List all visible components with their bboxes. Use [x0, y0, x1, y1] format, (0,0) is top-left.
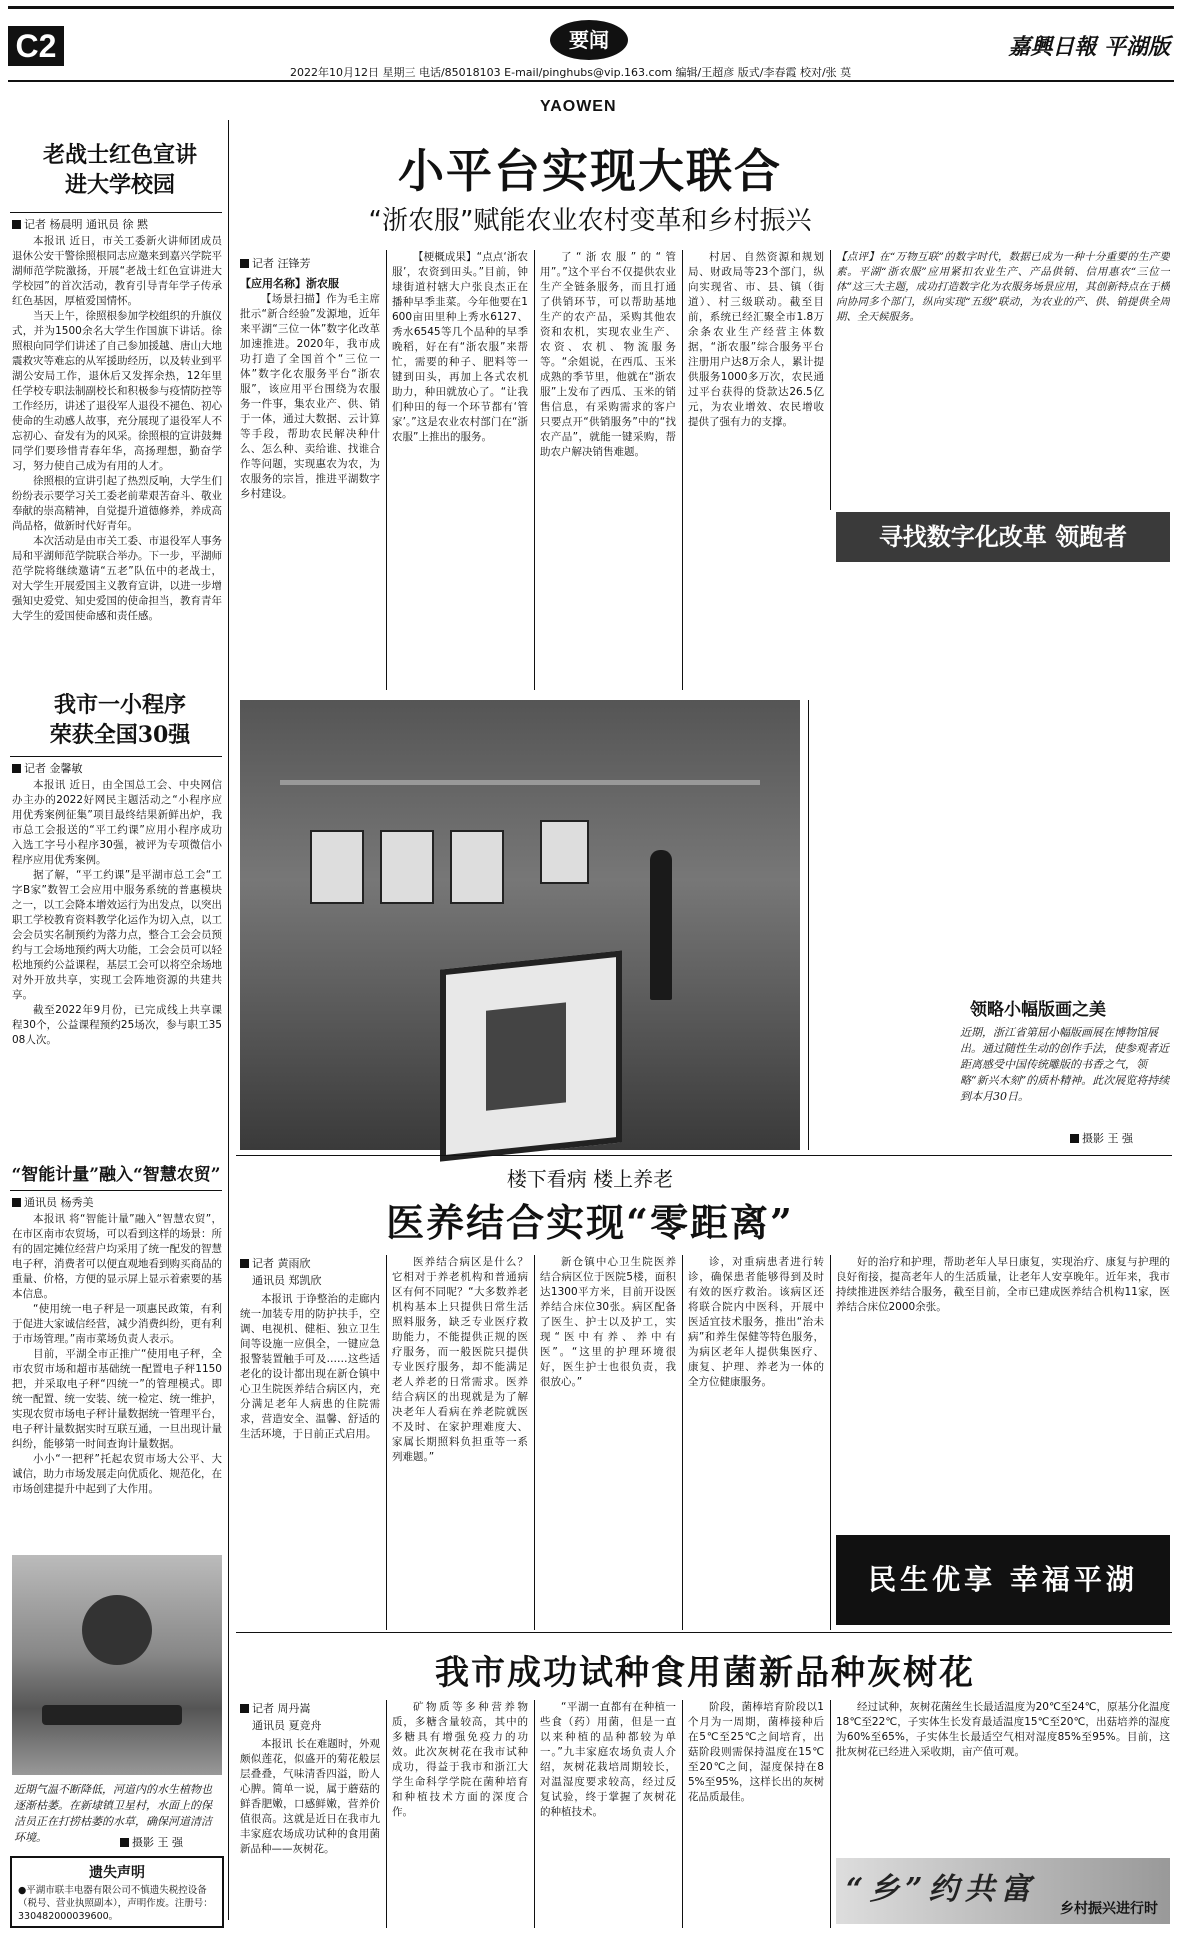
- print-frame-icon: [380, 830, 434, 904]
- top-rule: [8, 6, 1174, 9]
- paragraph: 新仓镇中心卫生院医养结合病区位于医院5楼，面积达1300平方米，目前开设医养结合床位30张。病区配备了医生、护士以及护工，实现“医中有养、养中有医”。“这里的护理环境很好，医生护士也很负责，我很放心。”: [540, 1256, 676, 1388]
- river-cleanup-photo: [12, 1555, 222, 1775]
- left-photo-caption: 近期气温不断降低，河道内的水生植物也逐渐枯萎。在新埭镇卫星村，水面上的保洁员正在打捞枯萎的水草，确保河道清洁环境。: [14, 1783, 212, 1844]
- byline-text: 通讯员 夏竞舟: [252, 1719, 322, 1732]
- paragraph: 本报讯 近日，市关工委新火讲师团成员退休公安干警徐照根同志应邀来到嘉兴学院平湖师范学院激扬，开展“老战士红色宣讲进大学校园”的首次活动，教育引导青年学子传承红色基因，厚植爱国情怀。: [12, 235, 222, 307]
- mushroom-col-5: [836, 1700, 1170, 1850]
- lead-col-4: [688, 250, 824, 687]
- lost-notice-box: [10, 1856, 224, 1928]
- lead-col-3: [540, 250, 676, 687]
- livelihood-banner: 民生优享 幸福平湖: [836, 1535, 1170, 1625]
- section-rule: [236, 1155, 1172, 1156]
- rule: [10, 756, 222, 757]
- byline-text: 记者 周丹嵩: [252, 1702, 311, 1715]
- paragraph: 【场景扫描】作为毛主席批示“新合经验”发源地，近年来平湖“三位一体”数字化改革加速推进。2020年，我市成功打造了全国首个“三位一体”数字化农服务平台“浙农服”，该应用平台围绕为农服务一件事，集农业产、供、销于一体，通过大数据、云计算等手段，帮助农民解决种什么、怎么种、卖给谁、找谁合作等问题，实现惠农为农，为农服务的宗旨，推进平湖数字乡村建设。: [240, 293, 380, 500]
- article2-title-line2: 荣获全国30强: [49, 722, 191, 748]
- banner-text: 乡村振兴进行时: [1060, 1901, 1158, 1917]
- paragraph: 本报讯 于诤整治的走廊内统一加装专用的防护扶手，空调、电视机、健柜、独立卫生间等设施一应俱全，一键应急报警装置触手可及……这些适老化的设计都出现在新仓镇中心卫生院医养结合病区内，充分满足老年人病患的住院需求，营造安全、温馨、舒适的生活环境，于日前正式启用。: [240, 1293, 380, 1440]
- paragraph: 据了解，“平工约课”是平湖市总工会“工字B家”数智工会应用中服务系统的普惠模块之一，以工会降本增效运行为出发点，以突出职工学校教育资料教学化运作为切入点，以工会会员实名制预约为落力点，整合工会会员预约与工会场地预约两大功能，工会会员可以轻松地预约公益课程，基层工会可以将空余场地对外开放共享，实现工会阵地资源的共建共享。: [12, 869, 222, 1001]
- paragraph: 了“浙农服”的“管用”。”这个平台不仅提供农业生产全链条服务，而且打通了供销环节，可以帮助基地生产的农产品，采购其他农资和农机，实现农业生产、农资、农机、物流服务等。“余姐说，在西瓜、玉米成熟的季节里，他就在“浙农服”上发布了西瓜、玉米的销售信息，有采购需求的客户只要点开“供销服务”中的“找农产品”，就能一键采购，帮助农户解决销售难题。: [540, 251, 676, 458]
- paragraph: 诊，对重病患者进行转诊，确保患者能够得到及时有效的医疗救治。该病区还将联合院内中医科，开展中医适宜技术服务，推出“治未病”和养生保健等特色服务，为病区老年人提供集医疗、康复、护理、养老为一体的全方位健康服务。: [688, 1256, 824, 1388]
- ceiling-light: [280, 780, 760, 785]
- paragraph: 目前，平湖全市正推广“使用电子秤，全市农贸市场和超市基础统一配置电子秤1150把，并采取电子秤“四统一”的管理模式。即统一配置、统一安装、统一检定、统一维护，实现农贸市场电子秤计量数据统一管理平台，电子秤计量数据实时互联互通，一旦出现计量纠纷，能够第一时间查询计量数据。: [12, 1348, 222, 1450]
- photo-title: 领略小幅版画之美: [970, 1000, 1106, 1020]
- visitor-figure: [650, 850, 672, 1000]
- paragraph: “使用统一电子秤是一项惠民政策，有利于促进大家诚信经营，减少消费纠纷，更有利于市场管理。”南市菜场负责人表示。: [12, 1303, 222, 1345]
- section-en-label: YAOWEN: [540, 98, 617, 115]
- health-kicker: 楼下看病 楼上养老: [506, 1167, 674, 1191]
- article3-byline: [12, 1194, 94, 1210]
- health-col-2: [392, 1255, 528, 1627]
- article1-byline: [12, 216, 148, 232]
- column-divider: [830, 1255, 831, 1630]
- credit-text: 摄影 王 强: [1082, 1132, 1133, 1145]
- column-divider: [534, 1255, 535, 1630]
- print-frame-icon: [540, 820, 589, 884]
- health-col-4: [688, 1255, 824, 1627]
- lead-col-2: [392, 250, 528, 687]
- paragraph: 小小“一把秤”托起农贸市场大公平、大诚信，助力市场发展走向优质化、规范化，在市场创建提升中起到了大作用。: [12, 1453, 222, 1495]
- column-divider: [386, 1255, 387, 1630]
- column-divider: [386, 1700, 387, 1928]
- rule: [10, 1190, 222, 1191]
- section-rule: [236, 1632, 1172, 1633]
- mushroom-col-4: [688, 1700, 824, 1925]
- digital-reform-banner: 寻找数字化改革 领跑者: [836, 512, 1170, 562]
- mushroom-byline: [240, 1700, 322, 1734]
- paragraph: 医养结合病区是什么？它相对于养老机构和普通病区有何不同呢？“大多数养老机构基本上只提供日常生活照料服务，缺乏专业医疗救助能力，不能提供正规的医疗服务，而一般医院只提供专业医疗服务，却不能满足老人养老的日常需求。医养结合病区的出现就是为了解决老年人看病在养老院就医不及时、在家护理难度大、家属长期照料负担重等一系列难题。”: [392, 1256, 528, 1463]
- tree-shape: [82, 1595, 152, 1665]
- mushroom-col-2: [392, 1700, 528, 1925]
- article1-body: [12, 234, 222, 664]
- notice-text: ●平湖市联丰电器有限公司不慎遗失税控设备（税号、营业执照副本），声明作废。注册号：330482000039600。: [18, 1885, 213, 1922]
- column-divider: [830, 1700, 831, 1928]
- lead-comment: 【点评】在“万物互联”的数字时代，数据已成为一种十分重要的生产要素。平湖“浙农服”应用紧扣农业生产、产品供销、信用惠农“三位一体”这三大主题，成功打造数字化为农服务场景应用，其创新特点在于横向协同多个部门，纵向实现“五级”联动，为农业的产、供、销提供全周期、全天候服务。: [836, 251, 1170, 323]
- paragraph: 阶段，菌棒培育阶段以1个月为一周期，菌棒接种后在5℃至25℃之间培育，出菇阶段则需保持温度在15℃至20℃之间，湿度保持在85%至95%，这样长出的灰树花品质最佳。: [688, 1701, 824, 1803]
- byline-text: 通讯员 郑凯欣: [252, 1274, 322, 1287]
- photo-caption: 近期，浙江省第屈小幅版画展在博物馆展出。通过随性生动的创作手法，使参观者近距离感受中国传统雕版的书香之气，领略“新兴木刻”的质朴精神。此次展览将持续到本月30日。: [960, 1026, 1170, 1103]
- health-byline: [240, 1255, 322, 1289]
- column-divider: [682, 250, 683, 690]
- article3-title: “智能计量”融入“智慧农贸”: [11, 1165, 221, 1185]
- paragraph: 本报讯 近日，由全国总工会、中央网信办主办的2022好网民主题活动之“小程序应用优秀案例征集”项目最终结果新鲜出炉，我市总工会报送的“平工约课”应用小程序成功入选工字号小程序30强，被评为专项微信小程序应用优秀案例。: [12, 779, 222, 866]
- paragraph: 好的治疗和护理，帮助老年人早日康复，实现治疗、康复与护理的良好衔接，提高老年人的生活质量，让老年人安享晚年。近年来，我市持续推进医养结合服务，截至目前，全市已建成医养结合机构11家，医养结合床位2000余张。: [836, 1256, 1170, 1313]
- paragraph: 本次活动是由市关工委、市退役军人事务局和平湖师范学院联合举办。下一步，平湖师范学院将继续邀请“五老”队伍中的老战士，对大学生开展爱国主义教育宣讲，以进一步增强知史爱党、知史爱国的使命担当，教育青年大学生的爱国使命感和责任感。: [12, 535, 222, 622]
- boat-shape: [42, 1705, 182, 1725]
- paragraph: 矿物质等多种营养物质，多糖含量较高，其中的多糖具有增强免疫力的功效。此次灰树花在我市试种成功，得益于我市和浙江大学生命科学学院在菌种培育和种植技术方面的深度合作。: [392, 1701, 528, 1818]
- column-divider: [682, 1700, 683, 1928]
- rural-revival-banner: [836, 1858, 1170, 1924]
- exhibition-photo: [240, 700, 800, 1150]
- header-rule: [8, 80, 1174, 82]
- article1-title-line1: 老战士红色宣讲: [42, 142, 197, 168]
- lead-col-1: [240, 292, 380, 687]
- article1-title: [20, 140, 220, 200]
- column-divider: [682, 1255, 683, 1630]
- display-case: [440, 950, 622, 1161]
- paragraph: 当天上午，徐照根参加学校组织的升旗仪式，并为1500余名大学生作国旗下讲话。徐照根向同学们讲述了自己参加援越、唐山大地震救灾等难忘的从军援助经历，以及转业到平湖公安局工作，退休后又发挥余热，12年里任学校专职法制副校长和积极参与疫情防控等工作经历，讲述了退役军人退役不褪色、初心使命的生动感人故事，充分展现了退役军人不忘初心、奋发有为的风采。徐照根的宣讲鼓舞同学们要珍惜青春年华，高扬理想，勤奋学习，努力使自己成为有用的人才。: [12, 310, 222, 472]
- lead-byline: [240, 255, 311, 271]
- article2-title: [20, 690, 220, 750]
- lead-subtitle: “浙农服”赋能农业农村变革和乡村振兴: [368, 206, 812, 236]
- credit-text: 摄影 王 强: [132, 1836, 183, 1849]
- paragraph: 截至2022年9月份，已完成线上共享课程30个，公益课程预约25场次，参与职工3508人次。: [12, 1004, 222, 1046]
- column-divider: [386, 250, 387, 690]
- page-number: C2: [8, 26, 64, 66]
- paragraph: 本报讯 长在难题时，外观颇似莲花，似盛开的菊花般层层叠叠，气味清香四溢，盼人心脾。简单一说，属于蘑菇的鲜香肥嫩，口感鲜嫩，营养价值很高。这就是近日在我市九丰家庭农场成功试种的食用菌新品种——灰树花。: [240, 1738, 380, 1855]
- mushroom-col-1: [240, 1737, 380, 1925]
- article1-title-line2: 进大学校园: [64, 172, 175, 198]
- column-divider: [808, 700, 809, 1150]
- rule: [10, 212, 222, 213]
- lead-title: 小平台实现大联合: [398, 144, 782, 198]
- mushroom-col-3: [540, 1700, 676, 1925]
- health-col-1: [240, 1292, 380, 1627]
- column-divider: [830, 250, 831, 510]
- lead-tag: 【应用名称】浙农服: [240, 277, 339, 290]
- print-frame-icon: [450, 830, 504, 904]
- notice-title: 遗失声明: [89, 1865, 145, 1881]
- health-col-5: [836, 1255, 1170, 1525]
- paragraph: 【梗概成果】“点点‘浙农服’，农资到田头。”目前，钟埭街道村辖大户张良杰正在播种早季韭菜。今年他要在1600亩田里种上秀水6127、秀水6545等几个品种的早季晚稻，好在有“浙农服”来帮忙，需要的种子、肥料等一键到田头，再加上各式农机助力，种田就放心了。“让我们种田的每一个环节都有‘管家’。”这是农业农村部门在“浙农服”上推出的服务。: [392, 251, 528, 443]
- newspaper-brand: 嘉興日報 平湖版: [1008, 34, 1170, 60]
- banner-kicker: “乡”约共富: [846, 1872, 1037, 1907]
- article2-title-line1: 我市一小程序: [53, 692, 186, 718]
- column-divider: [534, 250, 535, 690]
- article2-body: [12, 778, 222, 1148]
- article3-body: [12, 1212, 222, 1542]
- paragraph: 村居、自然资源和规划局、财政局等23个部门，纵向实现省、市、县、镇（街道）、村三级联动。截至目前，系统已经汇聚全市1.8万余条农业生产经营主体数据，“浙农服”综合服务平台注册用户达8万余人，累计提供服务1000多万次，农民通过平台获得的贷款达26.5亿元，为农业增效、农民增收提供了强有力的支撑。: [688, 251, 824, 428]
- health-col-3: [540, 1255, 676, 1627]
- left-photo-credit: [120, 1834, 183, 1850]
- paragraph: “平湖一直都有在种植一些食（药）用菌，但是一直以来种植的品种都较为单一。”九丰家庭农场负责人介绍，灰树花栽培周期较长，对温湿度要求较高，经过反复试验，终于掌握了灰树花的种植技术。: [540, 1701, 676, 1818]
- paragraph: 本报讯 将“智能计量”融入“智慧农贸”，在市区南市农贸场，可以看到这样的场景：所有的固定摊位经营户均采用了统一配发的智慧电子秤，消费者可以便直观地看到购买商品的重量、价格，方便的显示屏上显示着索要的基本信息。: [12, 1213, 222, 1300]
- byline-text: 记者 黄雨欣: [252, 1257, 311, 1270]
- header-info-line: 2022年10月12日 星期三 电话/85018103 E-mail/pinghubs@vip.163.com 编辑/王超彦 版式/李春霞 校对/张 莫: [290, 66, 852, 79]
- byline-text: 记者 汪锋芳: [252, 257, 311, 270]
- article2-byline: [12, 760, 83, 776]
- byline-text: 通讯员 杨秀美: [24, 1196, 94, 1209]
- paragraph: 经过试种，灰树花菌丝生长最适温度为20℃至24℃，原基分化温度18℃至22℃，子实体生长发育最适温度15℃至20℃，出菇培养的湿度为60%至65%，子实体生长最适空气相对湿度85%至95%。目前，这批灰树花已经进入采收期，亩产值可观。: [836, 1701, 1170, 1758]
- paragraph: 徐照根的宣讲引起了热烈反响，大学生们纷纷表示要学习关工委老前辈艰苦奋斗、敬业奉献的崇高精神，自觉提升道德修养，养成高尚品格，做新时代好青年。: [12, 475, 222, 532]
- woodcut-print: [486, 1002, 566, 1110]
- print-frame-icon: [310, 830, 364, 904]
- column-divider: [534, 1700, 535, 1928]
- mushroom-title: 我市成功试种食用菌新品种灰树花: [435, 1653, 975, 1693]
- byline-text: 记者 杨晨明 通讯员 徐 黙: [24, 218, 148, 231]
- column-divider: [228, 120, 229, 1920]
- photo-credit: [1070, 1130, 1133, 1146]
- byline-text: 记者 金馨敏: [24, 762, 83, 775]
- section-seal: 要闻: [550, 20, 628, 60]
- health-title: 医养结合实现“零距离”: [386, 1200, 794, 1245]
